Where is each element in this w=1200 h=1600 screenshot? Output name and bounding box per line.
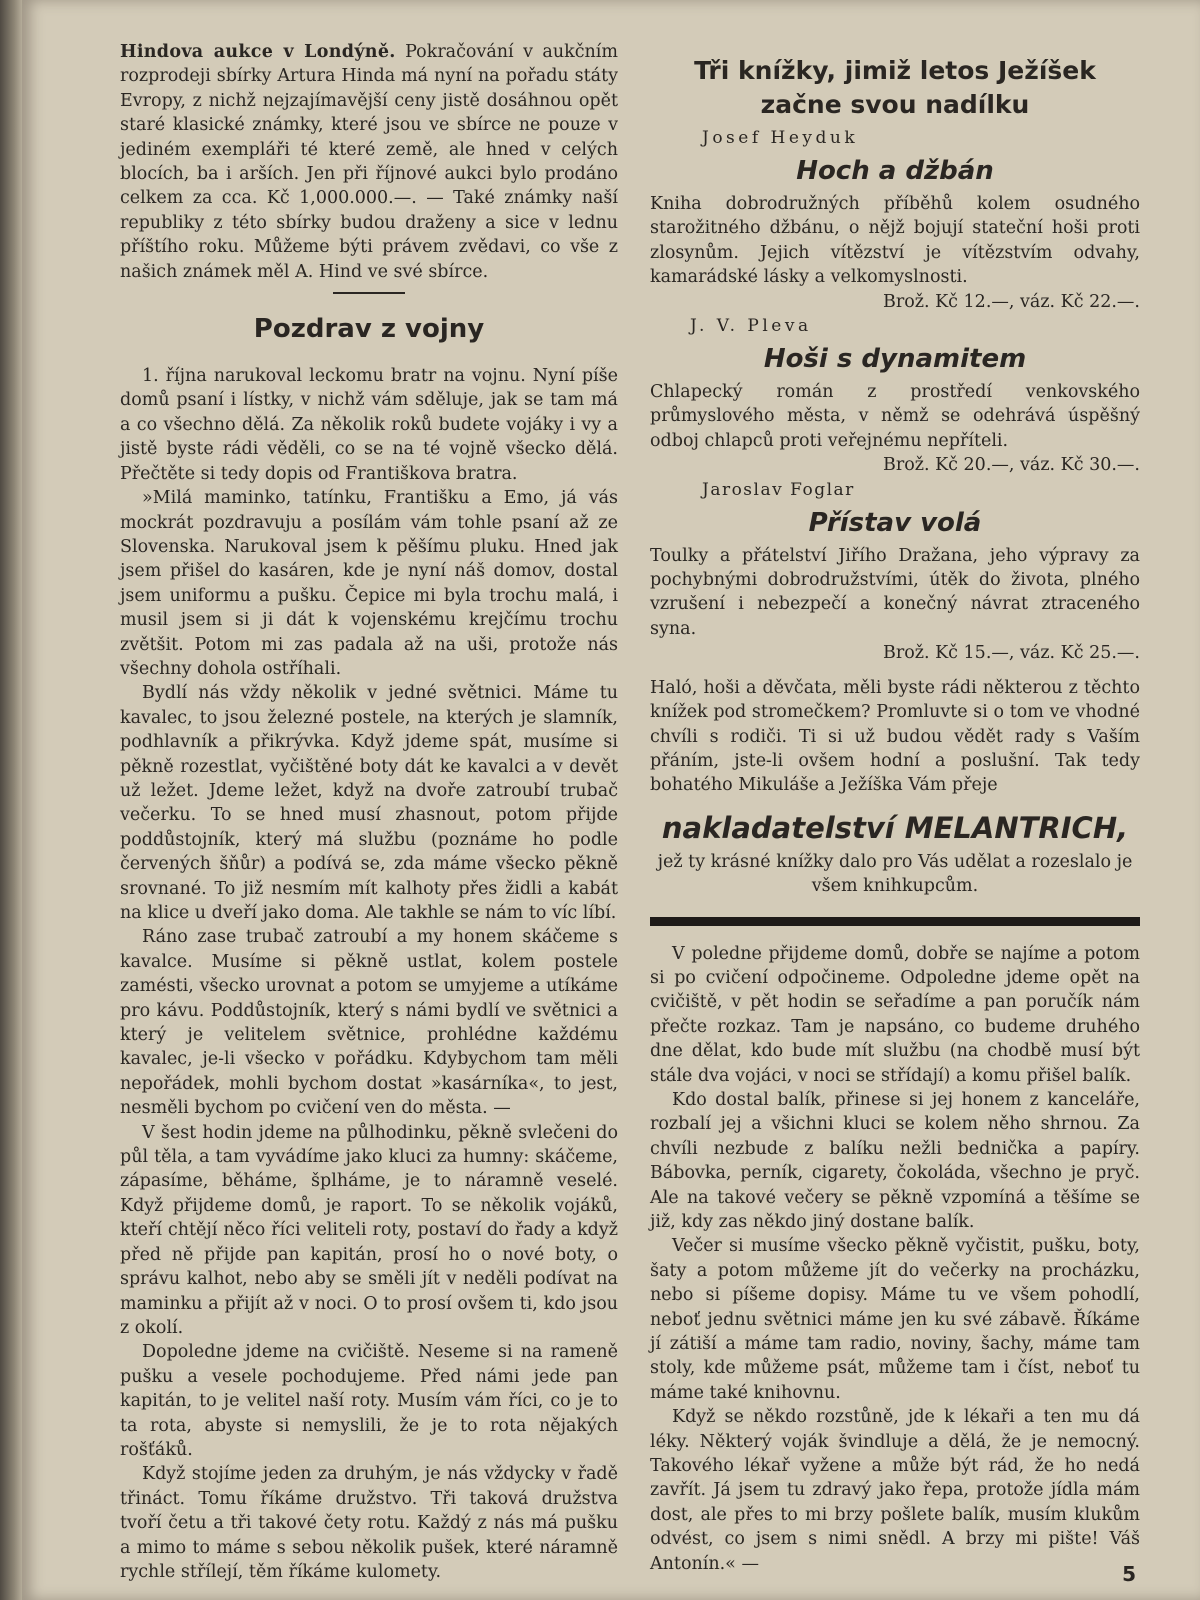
article-paragraph: »Milá maminko, tatínku, Františku a Emo, já vás mockrát pozdravuju a posílám vám tohle psaní až ze Slovenska. Narukoval jsem k pěšímu pluku. Hned jak jsem přišel do kasáren, kde je nyní náš domov, dostal jsem uniformu a pušku. Čepice mi byla trochu malá, i musil jsem si ji dát k vojenskému krejčímu trochu zvětšit. Potom mi zas padala až na uši, protože nás všechny dohola ostříhali. <box>120 488 618 679</box>
article-paragraph: Když stojíme jeden za druhým, je nás vždycky v řadě třináct. Tomu říkáme družstvo. Tři taková družstva tvoří četu a tři takové čety rotu. Každý z nás má pušku a mimo to máme s sebou několik pušek, které náramně rychle střílejí, těm říkáme kulomety. <box>120 1464 618 1582</box>
article-paragraph: 1. října narukoval leckomu bratr na vojnu. Nyní píše domů psaní i lístky, v nichž vám sděluje, jak se tam má a co všechno dělá. Za několik roků budete vojáky i vy a jistě byste rádi věděli, co se na té vojně všecko dělá. Přečtěte si tedy dopis od Františkova bratra. <box>120 366 618 484</box>
auction-lead-title: Hindova aukce v Londýně. <box>120 42 396 62</box>
book-ad-title: Tři knížky, jimiž letos Ježíšek začne svou nadílku <box>694 56 1096 119</box>
book-author: J. V. Pleva <box>690 316 812 337</box>
article-paragraph: Večer si musíme všecko pěkně vyčistit, pušku, boty, šaty a potom můžeme jít do večerky na procházku, nebo si píšeme dopisy. Máme tu ve všem pohodlí, neboť jednu světnici máme jen ku své zábavě. Říkáme jí zátiší a máme tam radio, noviny, šachy, máme tam stoly, kde můžeme psát, můžeme tam i číst, neboť tu máme také knihovnu. <box>650 1236 1140 1403</box>
auction-text: Pokračování v aukčním rozprodeji sbírky Artura Hinda má nyní na pořadu státy Evropy, z nichž nejzajímavější ceny jistě dosáhnou opět staré klasické známky, které jsou ve sbírce ne pouze v jediném exempláři té které země, ale hned v celých blocích, ba i arších. Jen při říjnové aukci bylo prodáno celkem za cca. Kč 1,000.000.—. — Také známky naší republiky z této sbírky budou draženy a sice v lednu příštího roku. Můžeme býti právem zvědavi, co vše z našich známek měl A. Hind ve své sbírce. <box>120 42 618 282</box>
book-author: Josef Heyduk <box>702 128 859 148</box>
book-description: Chlapecký román z prostředí venkovského průmyslového města, v němž se odehrává úspěšný odboj chlapců proti veřejnému nepříteli. <box>650 382 1140 451</box>
left-column <box>120 40 618 1584</box>
book-description: Kniha dobrodružných příběhů kolem osudného starožitného džbánu, o nějž bojují stateční hoši proti zlosynům. Jejich vítězství je vítězstvím odvahy, kamarádské lásky a velkomyslnosti. <box>650 194 1140 288</box>
binding-shadow <box>0 0 24 1600</box>
book-entry <box>650 126 1140 314</box>
book-title: Hoši s dynamitem <box>763 344 1027 375</box>
book-price: Brož. Kč 20.—, váz. Kč 30.—. <box>883 455 1140 476</box>
publisher-name: nakladatelství MELANTRICH, <box>661 810 1129 845</box>
book-price: Brož. Kč 12.—, váz. Kč 22.—. <box>883 291 1140 312</box>
book-entry <box>650 314 1140 478</box>
article-headline: Pozdrav z vojny <box>253 314 485 345</box>
right-column <box>650 40 1140 1576</box>
auction-notice <box>120 40 618 284</box>
book-entry <box>650 478 1140 666</box>
book-author: Jaroslav Foglar <box>702 479 855 500</box>
book-description: Toulky a přátelství Jiřího Dražana, jeho výpravy za pochybnými dobrodružstvími, útěk do života, plného vzrušení i nebezpečí a konečný návrat ztraceného syna. <box>650 545 1140 639</box>
thick-divider <box>650 917 1140 926</box>
page-number: 5 <box>1122 1562 1136 1586</box>
article-paragraph: Dopoledne jdeme na cvičiště. Neseme si na rameně pušku a vesele pochodujeme. Před námi jede pan kapitán, to je velitel naší roty. Musím vám říci, co je to ta rota, abyste si nemyslili, že je to rota nějakých rošťáků. <box>120 1342 618 1460</box>
article-paragraph: V šest hodin jdeme na půlhodinku, pěkně svlečeni do půl těla, a tam vyvádíme jako kluci za humny: skáčeme, zápasíme, běháme, šplháme, je to náramně veselé. Když přijdeme domů, je raport. To se několik vojáků, kteří chtějí něco říci veliteli roty, postaví do řady a když před ně přijde pan kapitán, prosí ho o nové boty, o správu kalhot, nebo aby se směli jít v neděli podívat na maminku a přijít až v noci. O to prosí ovšem ti, kdo jsou z okolí. <box>120 1122 618 1338</box>
short-divider <box>333 292 405 294</box>
article-paragraph: Když se někdo rozstůně, jde k lékaři a ten mu dá léky. Některý voják švindluje a dělá, že je nemocný. Takového lékař vyžene a může být rád, že ho nedá zavřít. Já jsem tu zdravý jako řepa, protože jídla mám dost, ale přes to mi brzy pošlete balík, musím klukům odvést, co jsem s nimi snědl. A brzy mi pište! Váš Antonín.« — <box>650 1407 1140 1574</box>
ad-closing-text: Haló, hoši a děvčata, měli byste rádi některou z těchto knížek pod stromečkem? Promluvte si o tom ve vhodné chvíli s rodiči. Ti si už budou vědět rady s Vaším přáním, jste-li ovšem hodní a poslušní. Tak tedy bohatého Mikuláše a Ježíška Vám přeje <box>650 677 1140 796</box>
book-price: Brož. Kč 15.—, váz. Kč 25.—. <box>883 643 1140 664</box>
article-paragraph: Kdo dostal balík, přinese si jej honem z kanceláře, rozbalí jej a všichni kluci se kolem něho shrnou. Za chvíli nezbude z balíku nežli bednička a papíry. Bábovka, perník, cigarety, čokoláda, všechno je pryč. Ale na takové večery se pěkně vzpomíná a těšíme se již, kdy zas někdo jiný dostane balík. <box>650 1089 1140 1232</box>
book-title: Hoch a džbán <box>796 156 994 186</box>
publisher-text: jež ty krásné knížky dalo pro Vás udělat a rozeslalo je všem knihkupcům. <box>657 851 1133 897</box>
article-paragraph: Bydlí nás vždy několik v jedné světnici. Máme tu kavalec, to jsou železné postele, na kterých je slamník, podhlavník a přikrývka. Když jdeme spát, musíme si pěkně rozestlat, vyčištěné boty dát ke kavalci a v devět už ležet. Jdeme ležet, když na dvoře zatroubí trubač večerku. To se hned musí zhasnout, potom přijde poddůstojník, který má službu (poznáme ho podle červených šňůr) a podívá se, zda máme všecko pěkně srovnané. To již nesmím mít kalhoty přes židli a kabát na klice u dveří jako doma. Ale takhle se nám to víc líbí. <box>120 683 618 923</box>
book-title: Přístav volá <box>808 507 982 538</box>
article-paragraph: Ráno zase trubač zatroubí a my honem skáčeme s kavalce. Musíme si pěkně ustlat, kolem postele zamésti, všecko urovnat a potom se umyjeme a utíkáme pro kávu. Poddůstojník, který s námi bydlí ve světnici a který je velitelem světnice, prohlédne každému kavalec, je-li všecko v pořádku. Kdybychom tam měli nepořádek, mohli bychom dostat »kasárníka«, to jest, nesměli bychom po cvičení ven do města. — <box>120 927 618 1119</box>
article-paragraph: V poledne přijdeme domů, dobře se najíme a potom si po cvičení odpočineme. Odpoledne jdeme opět na cvičiště, v pět hodin se seřadíme a pan poručík nám přečte rozkaz. Tam je napsáno, co budeme druhého dne dělat, kdo bude mít službu (na chodbě musí být stále dva vojáci, v noci se střídají) a komu přišel balík. <box>650 943 1140 1086</box>
